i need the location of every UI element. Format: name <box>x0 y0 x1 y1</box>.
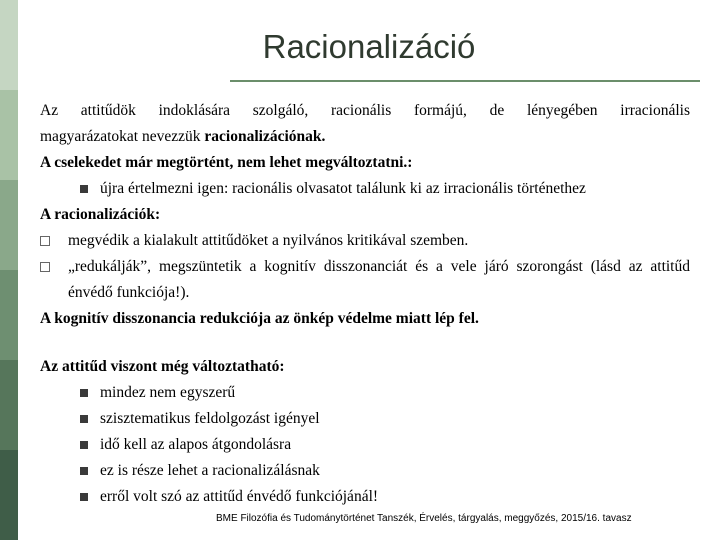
square-bullet-icon <box>80 185 88 193</box>
hollow-square-bullet-icon <box>40 236 50 246</box>
intro-line: Az attitűdök indoklására szolgáló, racionális formájú, de lényegében irracionális <box>40 102 690 119</box>
sidebar-band <box>0 360 18 450</box>
list-item: erről volt szó az attitűd énvédő funkciójánál! <box>40 484 690 510</box>
sidebar-band <box>0 0 18 90</box>
list-item: újra értelmezni igen: racionális olvasatot találunk ki az irracionális történethez <box>40 176 690 202</box>
intro-line-2: magyarázatokat nevezzük racionalizációnak. <box>40 128 326 145</box>
square-bullet-icon <box>80 493 88 501</box>
decorative-sidebar <box>0 0 18 540</box>
sidebar-band <box>0 270 18 360</box>
footer-text: BME Filozófia és Tudománytörténet Tanszék, Érvelés, tárgyalás, meggyőzés, 2015/16. tavasz <box>216 513 632 524</box>
sidebar-band <box>0 450 18 540</box>
title-underline <box>230 80 700 82</box>
dissonance-statement: A kognitív disszonancia redukciója az önkép védelme miatt lép fel. <box>40 310 479 327</box>
list-item: szisztematikus feldolgozást igényel <box>40 406 690 432</box>
list-item: megvédik a kialakult attitűdöket a nyilvános kritikával szemben. <box>40 228 690 254</box>
list-item: mindez nem egyszerű <box>40 380 690 406</box>
rac-heading: A racionalizációk: <box>40 206 161 223</box>
square-bullet-icon <box>80 389 88 397</box>
change-heading: Az attitűd viszont még változtatható: <box>40 358 285 375</box>
list-item: ez is része lehet a racionalizálásnak <box>40 458 690 484</box>
slide-body <box>40 98 690 510</box>
list-item: idő kell az alapos átgondolásra <box>40 432 690 458</box>
slide-title: Racionalizáció <box>262 28 476 65</box>
hollow-square-bullet-icon <box>40 262 50 272</box>
spacer <box>40 332 690 354</box>
list-item: „redukálják”, megszüntetik a kognitív disszonanciát és a vele járó szorongást (lásd az attitűd énvédő funkciója!). <box>40 254 690 306</box>
sidebar-band <box>0 180 18 270</box>
square-bullet-icon <box>80 415 88 423</box>
act-statement: A cselekedet már megtörtént, nem lehet megváltoztatni.: <box>40 154 413 171</box>
sidebar-band <box>0 90 18 180</box>
square-bullet-icon <box>80 467 88 475</box>
square-bullet-icon <box>80 441 88 449</box>
